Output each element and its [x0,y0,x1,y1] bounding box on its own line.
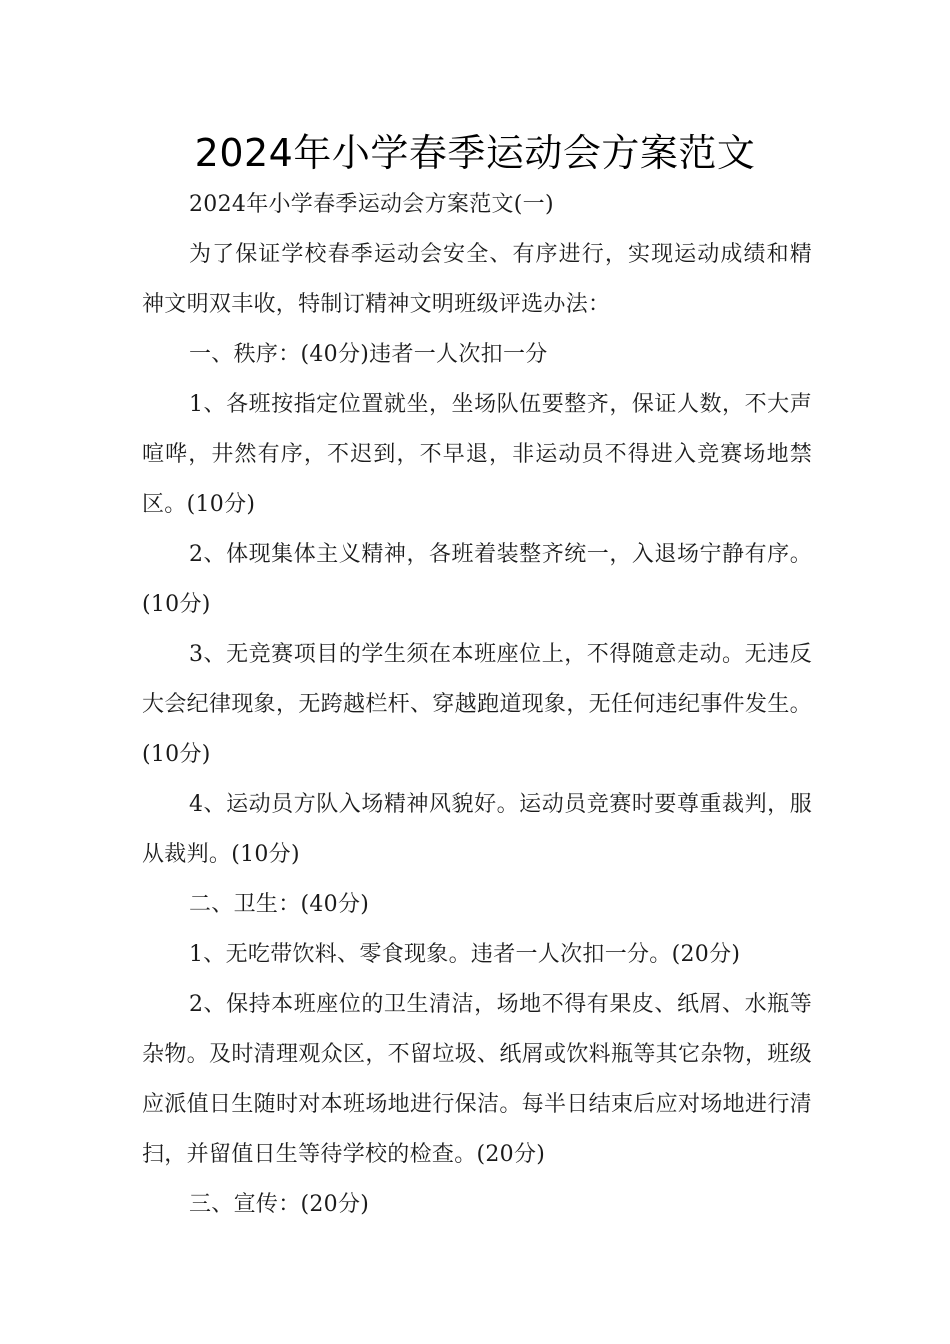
hygiene-item-2: 2、保持本班座位的卫生清洁，场地不得有果皮、纸屑、水瓶等杂物。及时清理观众区，不留垃圾、纸屑或饮料瓶等其它杂物，班级应派值日生随时对本班场地进行保洁。每半日结束后应对场地进行清扫，并留值日生等待学校的检查。(20分) [142,992,812,1167]
section-heading-hygiene: 二、卫生：(40分) [189,892,370,917]
order-item-2: 2、体现集体主义精神，各班着装整齐统一，入退场宁静有序。(10分) [142,542,812,617]
document-title: 2024年小学春季运动会方案范文 [194,131,756,175]
order-item-4: 4、运动员方队入场精神风貌好。运动员竞赛时要尊重裁判，服从裁判。(10分) [142,792,812,867]
order-item-3: 3、无竞赛项目的学生须在本班座位上，不得随意走动。无违反大会纪律现象，无跨越栏杆、穿越跑道现象，无任何违纪事件发生。(10分) [142,642,812,767]
subtitle-paragraph: 2024年小学春季运动会方案范文(一) [189,192,554,217]
intro-paragraph: 为了保证学校春季运动会安全、有序进行，实现运动成绩和精神文明双丰收，特制订精神文明班级评选办法： [142,242,812,317]
document-body [142,180,812,1230]
section-heading-publicity: 三、宣传：(20分) [189,1192,370,1217]
section-heading-order: 一、秩序：(40分)违者一人次扣一分 [189,342,548,367]
order-item-1: 1、各班按指定位置就坐，坐场队伍要整齐，保证人数，不大声喧哗，井然有序，不迟到，不早退，非运动员不得进入竞赛场地禁区。(10分) [142,392,812,517]
hygiene-item-1: 1、无吃带饮料、零食现象。违者一人次扣一分。(20分) [189,942,741,967]
